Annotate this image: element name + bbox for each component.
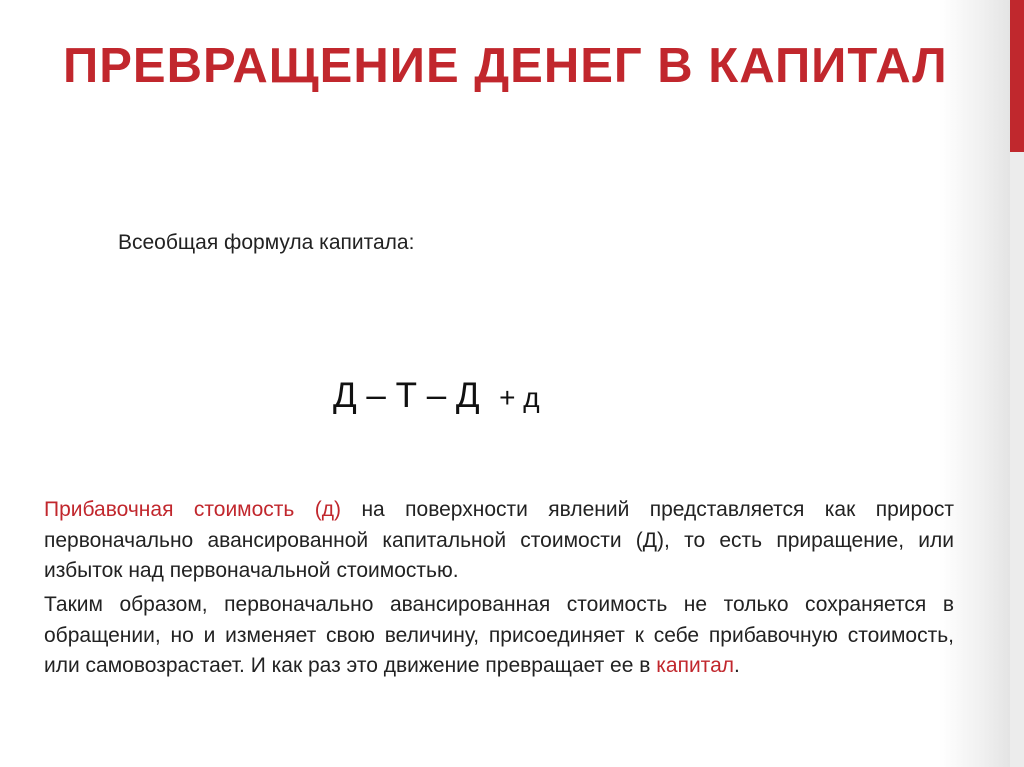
red-accent-bar xyxy=(1010,0,1024,152)
paragraph2-end: . xyxy=(734,654,740,677)
paragraph-capital xyxy=(44,590,954,682)
formula-main: Д – Т – Д xyxy=(333,376,500,415)
capital-formula xyxy=(333,374,540,420)
formula-caption: Всеобщая формула капитала: xyxy=(118,231,415,254)
paragraph2-text: Таким образом, первоначально авансированная стоимость не только сохраняется в обращении, но и изменяет свою величину, присоединяет к себе прибавочную стоимость, или самовозрастает. И как раз это движение превращает ее в xyxy=(44,593,954,677)
paragraph1-text: на поверхности явлений представляется как прирост первоначально авансированной капитальной стоимости (Д), то есть приращение, или избыток над первоначальной стоимостью. xyxy=(44,498,954,582)
paragraph-surplus-value xyxy=(44,495,954,587)
highlight-surplus-value: Прибавочная стоимость (д) xyxy=(44,498,342,521)
formula-addition: + д xyxy=(499,382,540,413)
highlight-capital: капитал xyxy=(656,654,734,677)
slide-title: ПРЕВРАЩЕНИЕ ДЕНЕГ В КАПИТАЛ xyxy=(63,39,948,93)
